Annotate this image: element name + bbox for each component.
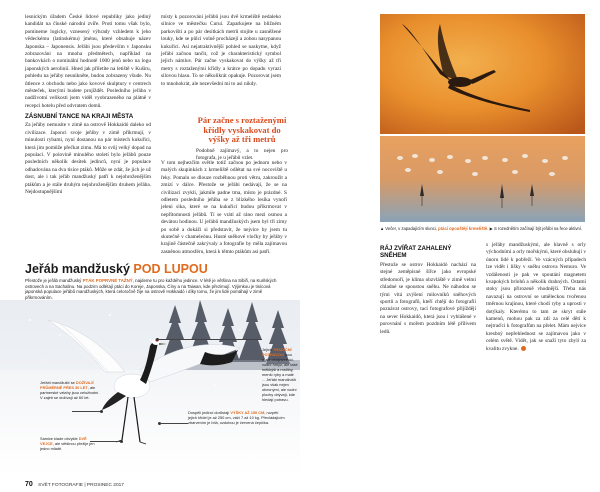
pull-quote: Pár začne s roztaženými křídly vyskakovat do výšky až tři metrů bbox=[197, 115, 287, 145]
left-column-1 bbox=[25, 14, 151, 196]
intro-text-cont: , najdeme tu pro každého jedince. V létě je většina na Sibiři, na Kurilských ostrovech a na Sachalinu. Na podzim odlétají ptáci do Koreje, Japonska, Číny a na Taiwan, kde přezimují. Výjimkou je tisícová japonská populace jeřábů mandžuských, která celoročně žije na ostrově Hokkaidó i díky tomu, že jim lidé pomáhají v zimě přikrmováním. bbox=[25, 278, 277, 300]
intro-text: Přestože je jeřáb mandžuský bbox=[25, 278, 82, 283]
right-page bbox=[300, 0, 600, 492]
paragraph: Přestože se ostrov Hokkaidó nachází na stejné zeměpisné šířce jako evropské středomoří, je klima obzvláště v zimě velmi chladné se spoustou sněhu. Ne náhodou se tými vítá zvýšení milovníků sněhových sportů a fotografů, kteří chtějí do fotografií poznávat ostrovy, tací fotografové přijíždějí na sever Hokkaidó, která jsou i vyhlášené v porovnání s mořem pozdním létě přílivem ledů. bbox=[380, 262, 476, 335]
caption-text: Jeřábi mandžuští se bbox=[40, 380, 75, 385]
caption-highlight: DOŽÍVAJÍ PRŮMĚRNĚ PŘES 30 LET bbox=[40, 380, 94, 390]
caption-highlight: DVĚ VEJCE bbox=[40, 436, 87, 446]
caption-text: ▲ Večer, v zapadajícím slunci, bbox=[380, 226, 437, 231]
section-title bbox=[25, 262, 208, 276]
cranes-on-river-illustration bbox=[380, 136, 585, 222]
section-title-main: Jeřáb mandžuský bbox=[25, 262, 130, 276]
caption-text-cont: , ale partnerské vztahy jsou celoživotní. V zajetí se dožívají až 60 let. bbox=[40, 385, 100, 400]
page-number: 70 bbox=[25, 481, 33, 488]
caption-highlight: ptáci opouštějí krmeliště bbox=[438, 226, 488, 231]
caption-highlight: TRADIČNÍ POTRAVOU bbox=[262, 347, 292, 357]
callout-dot bbox=[100, 410, 103, 413]
caption-size bbox=[188, 410, 288, 425]
section-intro bbox=[25, 278, 287, 300]
paragraph: Za jeřáby nemusíte v zimě na ostrově Hokkaidó daleko od civilizace. Japonci svoje jeřáby v zimě přikrmují, v minulosti rybami, nyní dostanou na pár místech kukuřici, která jim pomůže přečkat zimu. Má to svůj velký dopad na populaci. V polovině minulého století bylo jeřábů pouze posledních několik desítek jedinců, nyní je populace odhadována na dva tisíce ptáků. Může se zdát, že jich je už dost, ale i tak jeřáb mandžuský patří k nejohroženějším ptákům a je stále druhým nejohroženějším druhem jeřába. Nejdostupnějšími bbox=[25, 122, 151, 195]
caption-text: Samice klade obvykle bbox=[40, 436, 78, 441]
page-footer bbox=[25, 481, 124, 488]
caption-text-cont: . ▶ S rozednětím začínají být jeřábi na řece aktivní. bbox=[487, 226, 583, 231]
callout-line bbox=[72, 411, 100, 412]
callout-line bbox=[160, 423, 188, 424]
paragraph: místy k pozorování jeřábů jsou dvě krmeliště nedaleko silnice ve městečku Curui. Zaparkujete na bližném parkovišti a po pár desítkách metrů stojíte u zasněžené louky, kde se půlcí volně procházejí a zobou nasypanou kukuřici. Asi nejatraktivnější pohled se naskytne, když jeřábi začnou tančit, což je charakteristický symbol jejich námluv. Pár začne vyskakovat do výšky až tři metry s roztaženými křídly a krátce po dopadu vyrazí silovou hlasu. To se několikrát opakuje. Pozorovat jsem to mnohokrát, ale nezevšední mi to asi nikdy. bbox=[161, 14, 281, 87]
section-title-accent: POD LUPOU bbox=[133, 262, 208, 276]
crane-sunset-photo bbox=[380, 14, 585, 134]
caption-text-cont: , ale většinou přežije jen jedno mládě. bbox=[40, 441, 95, 451]
paragraph: V tom nejhezčím světle totiž začnou po jednom nebo v malých skupinkách z krmeliště odlétat na své nocoviště u řeky. Pomalu se dlouze rozběhnou proti větru, zakroužit a zmizí v dálce. Přestože se jeřábi nedávají, že se na civilizaci zvykli, jakmile padne tma, místo je prázdné. S odletem posledního jeřába se z blízkého lesíka vynoří jeleni sika, které se na kukuřici budou přikrmovat v nepřítomnosti jeřábů. Tí se vrátí až ráno mezi osmou a devátou hodinou. U jeřábů mandžuských jsem byl tři zimy po sobě a dokáži si představit, že nejvice by jsem tu skutečně v chameleónu. Husté sněhové vločky by jeřáby v krajině částečně zakrývaly a fotografie by měla zajímavou zasněnou atmosféru, která k těmto ptákům asi patří. bbox=[161, 160, 287, 255]
subheading: ZÁSNUBNÍ TANCE NA KRAJI MĚSTA bbox=[25, 113, 134, 121]
intro-highlight: PTÁK POPRVNÉ TAŽNÝ bbox=[82, 278, 133, 283]
paragraph-text: s jeřáby mandžuskými, ale hlavně s orly východními a orly mořskými, které obsluhují v únoru lidé k pobřeží. Ve vzácných případech lze vidět i lišky v sněhu ostrova Nemuro. Ve vzdálenosti je pak ve spoutání magnetem kvapokých brlohů a několik drahných. Ostatní stoky jsou přirozeně vhodnější. Třeba nás navazují na ostrovní se uměleckou tvořenou tměrnou krajinou, které chodí ryby a uprosti v dotýkaly. Kterému to tam ze skryt stále kamenů, mohou pak za zdí za celé dětí k nejtraďci k fotografům na přelet. Mám nejvice kresbný nepřehlednost se zajímavou jako v celém světě. Vidět, jak se snaží tyto zbylí za kvalitu zvykne. bbox=[486, 242, 586, 352]
footer-text: SVĚT FOTOGRAFIE | PROSINEC 2017 bbox=[38, 483, 124, 488]
callout-dot bbox=[120, 440, 123, 443]
article-end-icon bbox=[521, 346, 526, 351]
right-column-1 bbox=[380, 262, 476, 336]
caption-highlight: VÝŠKY AŽ 150 CM bbox=[230, 410, 265, 415]
sunset-caption bbox=[380, 226, 585, 231]
crane-flock-photo bbox=[380, 136, 585, 222]
paragraph bbox=[486, 242, 586, 353]
caption-lifespan bbox=[40, 380, 100, 400]
callout-line bbox=[158, 339, 262, 340]
caption-diet bbox=[262, 347, 298, 402]
caption-eggs bbox=[40, 436, 100, 451]
caption-text-cont: , rozpětí jejich křídel je až 250 cm, váží 7 až 10 kg. Převládajícím zbarvením je bílá, ozdobou je červená čepička. bbox=[188, 410, 285, 425]
subheading: RÁJ ZVÍŘAT ZAHALENÝ SNĚHEM bbox=[380, 245, 452, 259]
caption-text: Dospělí jedinci dorůstají bbox=[188, 410, 230, 415]
caption-text: Jejich bbox=[262, 347, 272, 352]
crane-flying-sunset-illustration bbox=[380, 14, 585, 134]
paragraph: lesnickým úřadem České lidové republiky jako jediný kandidát na čínské národní zvíře. Proti tomu však bylo, pomineme logicky, vznesený výhrady vzhledem k jeho vědeckému (latinskému) jménu, které obsahuje název Japonska – Japonensis. Jeřábi jsou především v Japonsku zobrazováni na mnoha předmětech, například na bankovkách o nominální hodnotě 1000 jenů nebo na logu japonských aerolinií. Hned jak přiletíte na letiště v Kuširu, pohledu na jeřáby neunikněte, budou zobrazeny všude. Nu ůtlence z obchodu nebo jako kovové skulptury v centrech městeček, kterými budete projíždět. Posledního jeřába v nadživotní velikosti jsem viděl vyobrazeného na plátně v recepci hotelu před odvratem domů. bbox=[25, 14, 151, 109]
left-column-2 bbox=[161, 14, 281, 88]
paragraph: Podobně zajímavý, a to nejen pro fotografa, je u jeřábů vzlet. bbox=[196, 148, 288, 162]
right-column-2 bbox=[486, 242, 586, 353]
left-column-2-lower bbox=[161, 160, 287, 256]
caption-text-cont: jsou malé obojživelníci, vodní hmyz, ale také měkkýši a rostliny, menší ryby a malé ... Jeřábi mandžuští jsou však nejen obecnými, ale vodní plochy obývají, kde hledají potravu. bbox=[262, 352, 298, 402]
